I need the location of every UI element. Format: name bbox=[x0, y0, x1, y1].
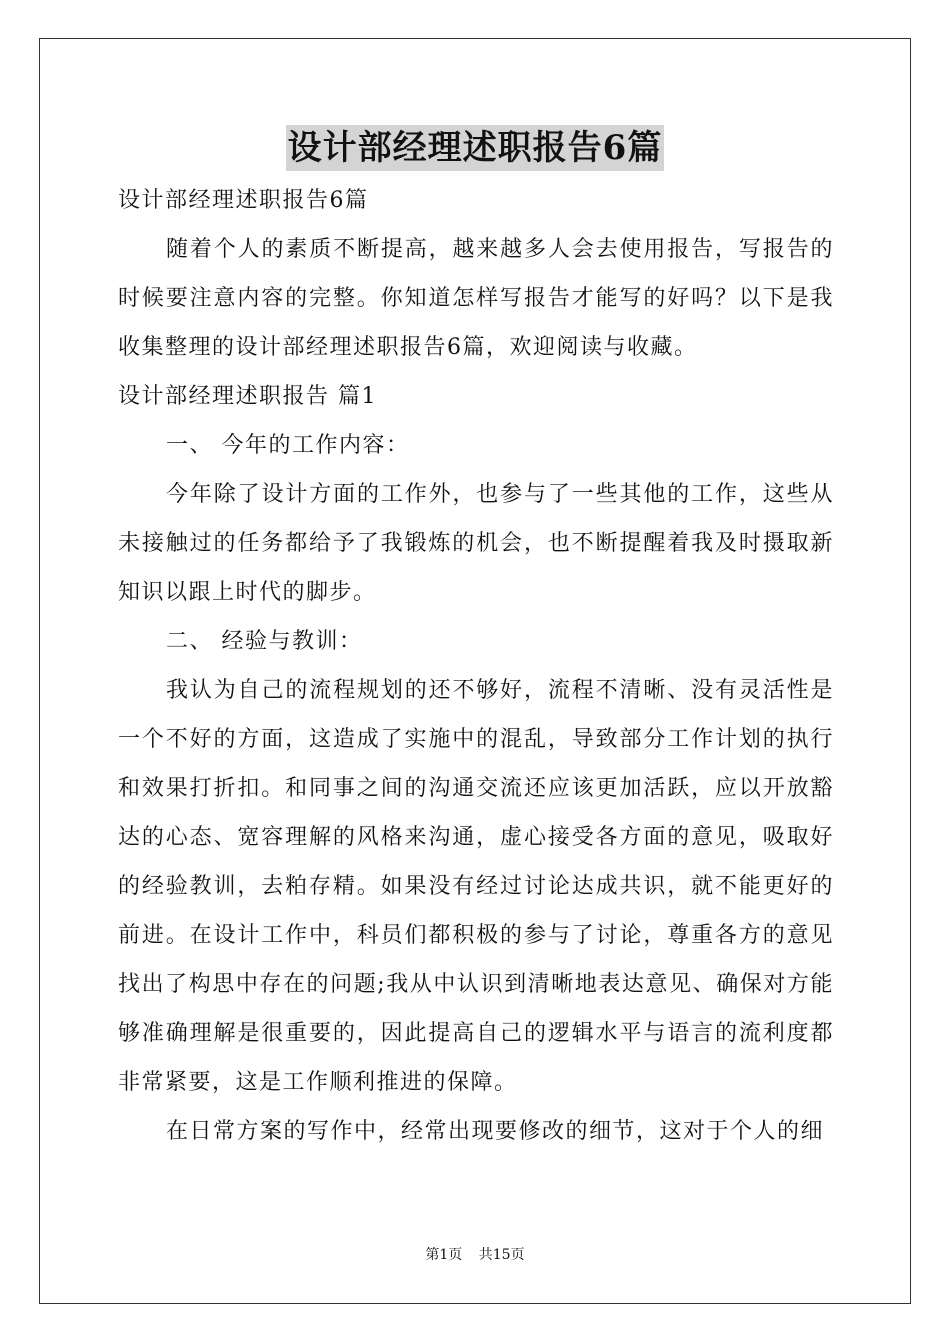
item1-heading: 一、 今年的工作内容： bbox=[166, 433, 410, 458]
item2-heading: 二、 经验与教训： bbox=[166, 629, 363, 654]
section-heading: 设计部经理述职报告 篇1 bbox=[118, 384, 377, 409]
page-number-current: 第1页 bbox=[425, 1247, 463, 1263]
document-body bbox=[118, 176, 834, 1156]
intro-paragraph: 随着个人的素质不断提高，越来越多人会去使用报告，写报告的时候要注意内容的完整。你知道怎样写报告才能写的好吗？以下是我收集整理的设计部经理述职报告6篇，欢迎阅读与收藏。 bbox=[118, 237, 834, 360]
item1-paragraph: 今年除了设计方面的工作外，也参与了一些其他的工作，这些从未接触过的任务都给予了我锻炼的机会，也不断提醒着我及时摄取新知识以跟上时代的脚步。 bbox=[118, 482, 834, 605]
item2-paragraph-continued: 在日常方案的写作中，经常出现要修改的细节，这对于个人的细 bbox=[166, 1119, 825, 1144]
page-footer bbox=[0, 1244, 950, 1264]
page-number-total: 共15页 bbox=[478, 1247, 525, 1263]
document-subtitle: 设计部经理述职报告6篇 bbox=[118, 188, 369, 213]
document-title: 设计部经理述职报告6篇 bbox=[286, 125, 665, 171]
item2-paragraph: 我认为自己的流程规划的还不够好，流程不清晰、没有灵活性是一个不好的方面，这造成了实施中的混乱，导致部分工作计划的执行和效果打折扣。和同事之间的沟通交流还应该更加活跃，应以开放豁达的心态、宽容理解的风格来沟通，虚心接受各方面的意见，吸取好的经验教训，去粕存精。如果没有经过讨论达成共识，就不能更好的前进。在设计工作中，科员们都积极的参与了讨论，尊重各方的意见找出了构思中存在的问题;我从中认识到清晰地表达意见、确保对方能够准确理解是很重要的，因此提高自己的逻辑水平与语言的流利度都非常紧要，这是工作顺利推进的保障。 bbox=[118, 678, 834, 1095]
title-container bbox=[0, 125, 950, 171]
